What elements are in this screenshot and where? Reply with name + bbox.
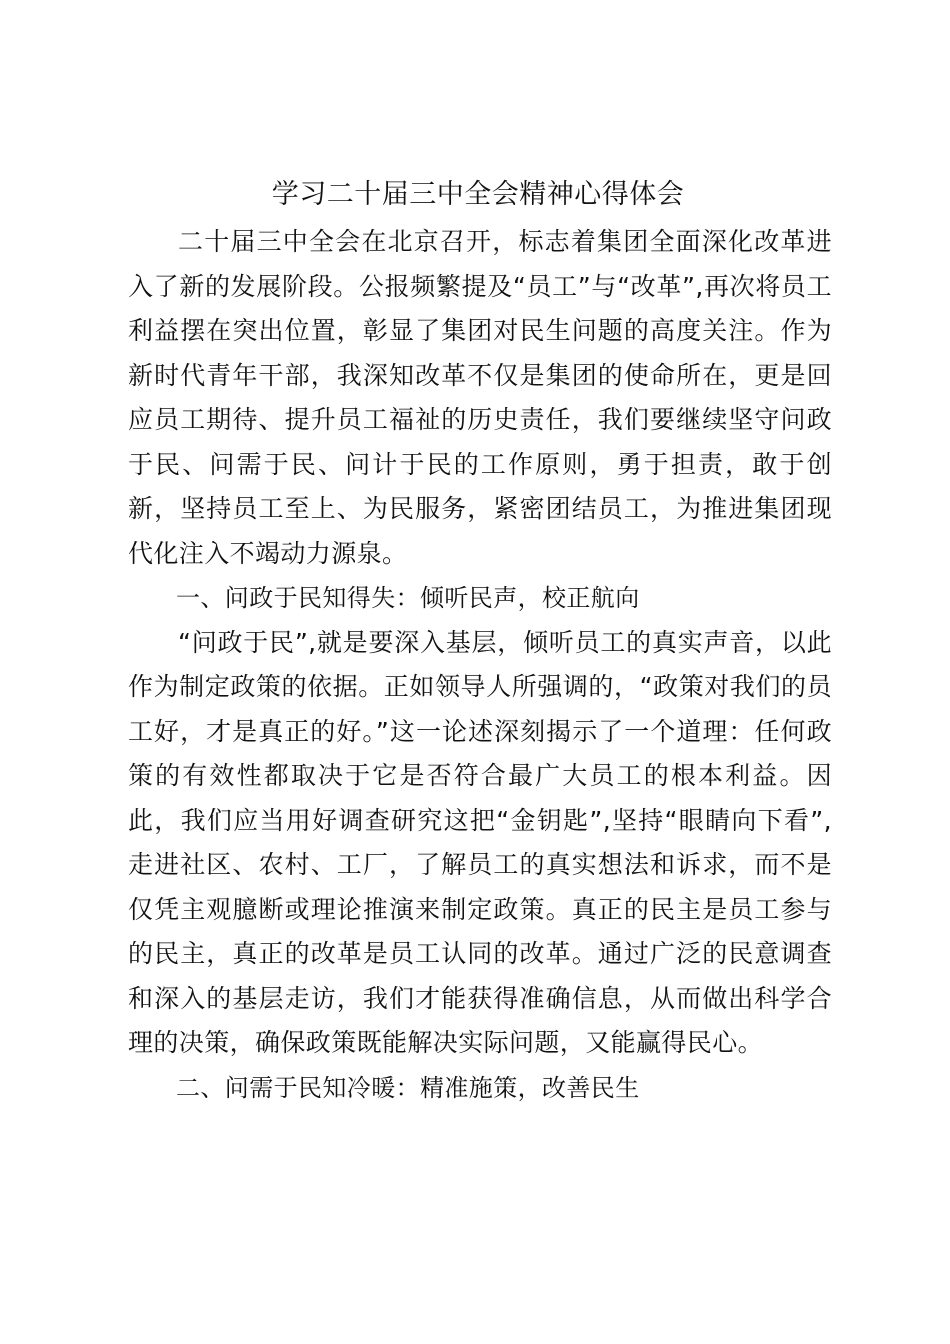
section-heading-1: 一、问政于民知得失：倾听民声，校正航向 — [176, 584, 640, 612]
intro-paragraph: 二十届三中全会在北京召开，标志着集团全面深化改革进入了新的发展阶段。公报频繁提及“员工”与“改革”,再次将员工利益摆在突出位置，彰显了集团对民生问题的高度关注。作为新时代青年干部，我深知改革不仅是集团的使命所在，更是回应员工期待、提升员工福祉的历史责任，我们要继续坚守问政于民、问需于民、问计于民的工作原则，勇于担责，敢于创新，坚持员工至上、为民服务，紧密团结员工，为推进集团现代化注入不竭动力源泉。 — [128, 227, 832, 568]
document-title: 学习二十届三中全会精神心得体会 — [271, 179, 685, 210]
section-heading-2: 二、问需于民知冷暖：精准施策，改善民生 — [176, 1073, 640, 1102]
section-1-paragraph: “问政于民”,就是要深入基层，倾听员工的真实声音，以此作为制定政策的依据。正如领导人所强调的，“政策对我们的员工好，才是真正的好。”这一论述深刻揭示了一个道理：任何政策的有效性都取决于它是否符合最广大员工的根本利益。因此，我们应当用好调查研究这把“金钥匙”,坚持“眼睛向下看”,走进社区、农村、工厂，了解员工的真实想法和诉求，而不是仅凭主观臆断或理论推演来制定政策。真正的民主是员工参与的民主，真正的改革是员工认同的改革。通过广泛的民意调查和深入的基层走访，我们才能获得准确信息，从而做出科学合理的决策，确保政策既能解决实际问题，又能赢得民心。 — [128, 627, 832, 1057]
document-body — [128, 220, 832, 1110]
